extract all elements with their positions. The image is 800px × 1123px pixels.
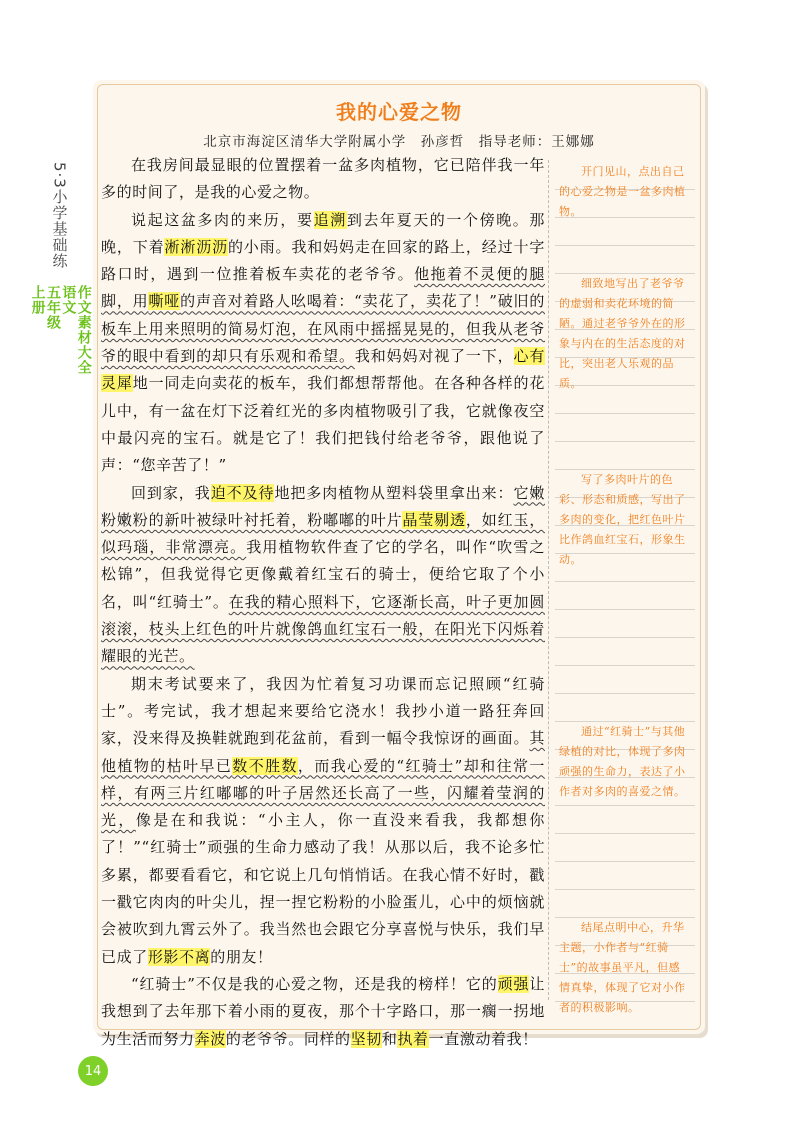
text-segment: 地一同走向卖花的板车，我们都想帮帮他。在各种各样的花儿中，有一盆在灯下泛着红光的多肉植物吸引了我，它就像夜空中最闪亮的宝石。就是它了！我们把钱付给老爷爷，跟他说了声：“您辛苦了！”: [101, 374, 545, 475]
page-number: 14: [78, 1056, 108, 1086]
underlined-text: 他拖着不灵便的腿脚，用: [101, 265, 545, 311]
margin-note: 开门见山，点出自己的心爱之物是一盆多肉植物。: [559, 165, 686, 218]
text-segment: 让我想到了去年那下着小雨的夏夜，那个十字路口，那一瘸一拐地为生活而努力: [101, 974, 545, 1048]
highlighted-phrase: 形影不离: [147, 947, 211, 966]
article-card: [93, 80, 705, 1048]
margin-notes: [555, 162, 695, 1014]
grade-label: 五年级: [45, 284, 61, 330]
book-series: [29, 285, 91, 387]
highlighted-phrase: 顽强: [497, 974, 530, 993]
subject-label: 语文: [60, 284, 77, 315]
highlighted-phrase: 心有灵犀: [101, 347, 545, 393]
underlined-text: ，如红玉，似玛瑙，非常漂亮。: [101, 510, 545, 557]
essay-paragraph: [101, 971, 545, 1053]
text-segment: 期末考试要来了，我因为忙着复习功课而忘记照顾“红骑士”。考完试，我才想起来要给它浇水！我抄小道一路狂奔回家，没来得及换鞋就跑到花盆前，看到一幅令我惊讶的画面。: [101, 674, 545, 748]
essay-paragraph: [101, 480, 545, 671]
highlighted-phrase: 嘶哑: [148, 292, 181, 311]
underlined-text: ，而我心爱的“红骑士”却和往常一样，有两三片红嘟嘟的叶子居然还长高了一些，闪耀着莹润的光，: [101, 756, 545, 830]
underlined-text: 其他植物的枯叶早已: [101, 729, 545, 775]
article-title: 我的心爱之物: [336, 100, 462, 124]
highlighted-phrase: 执着: [397, 1029, 429, 1048]
highlighted-phrase: 晶莹剔透: [402, 510, 466, 529]
text-segment: 的朋友！: [210, 947, 273, 966]
highlighted-phrase: 数不胜数: [232, 756, 298, 775]
margin-note: 写了多肉叶片的色彩、形态和质感，写出了多肉的变化，把红色叶片比作鸽血红宝石，形象生动。: [559, 473, 686, 566]
margin-note: 通过“红骑士”与其他绿植的对比，体现了多肉顽强的生命力，表达了小作者对多肉的喜爱之情。: [559, 725, 686, 798]
book-brand: 5·3小学基础练: [50, 162, 69, 269]
column-divider: [548, 160, 549, 1000]
spine: [29, 162, 92, 387]
essay-paragraph: [101, 671, 545, 971]
underlined-text: 它嫩粉嫩粉的新叶被绿叶衬托着，粉嘟嘟的叶片: [101, 483, 546, 529]
text-segment: 到去年夏天的一个傍晚。那晚，下着: [101, 210, 546, 256]
highlighted-phrase: 奔波: [194, 1029, 226, 1048]
underlined-text: 的声音对着路人吆喝着：“卖花了，卖花了！”破旧的板车上用来照明的简易灯泡，在风雨中摇摇晃晃的，但我从老爷爷的眼中看到的却只有乐观和希望。: [101, 292, 545, 366]
series-label: 作文素材大全: [75, 284, 92, 375]
highlighted-phrase: 淅淅沥沥: [164, 237, 228, 256]
text-segment: 和: [381, 1029, 398, 1048]
highlighted-phrase: 追溯: [313, 210, 347, 229]
margin-note: 结尾点明中心，升华主题，小作者与“红骑士”的故事虽平凡，但感情真挚，体现了它对小作者的积极影响。: [559, 921, 686, 1014]
text-segment: 回到家，我: [131, 483, 211, 502]
text-segment: 的小雨。我和妈妈走在回家的路上，经过十字路口时，遇到一位推着板车卖花的老爷爷。: [101, 237, 545, 284]
text-segment: “红骑士”不仅是我的心爱之物，还是我的榜样！它的: [131, 974, 498, 993]
author-line: 北京市海淀区清华大学附属小学 孙彦哲 指导老师：王娜娜: [203, 134, 595, 150]
essay-paragraph: [101, 152, 545, 207]
text-segment: 地把多肉植物从塑料袋里拿出来：: [274, 483, 514, 502]
highlighted-phrase: 迫不及待: [210, 483, 275, 502]
underlined-text: 在我的精心照料下，它逐渐长高，叶子更加圆滚滚，枝头上红色的叶片就像鸽血红宝石一般，在阳光下闪烁着耀眼的光芒。: [101, 592, 545, 666]
text-segment: 的老爷爷。同样的: [225, 1029, 351, 1048]
text-segment: 我和妈妈对视了一下，: [354, 347, 514, 366]
essay-paragraph: [101, 207, 545, 480]
text-segment: 一直激动着我！: [428, 1029, 538, 1048]
text-segment: 在我房间最显眼的位置摆着一盆多肉植物，它已陪伴我一年多的时间了，是我的心爱之物。: [101, 156, 545, 202]
margin-note: 细致地写出了老爷爷的虚弱和卖花环境的简陋。通过老爷爷外在的形象与内在的生活态度的对比，突出老人乐观的品质。: [559, 277, 686, 390]
volume-label: 上册: [29, 284, 46, 315]
text-segment: 像是在和我说：“小主人，你一直没来看我，我都想你了！”“红骑士”顽强的生命力感动了我！从那以后，我不论多忙多累，都要看看它，和它说上几句悄悄话。在我心情不好时，戳一戳它肉肉的叶尖儿，捏一捏它粉粉的小脸蛋儿，心中的烦恼就会被吹到九霄云外了。我当然也会跟它分享喜悦与快乐，我们早已成了: [101, 811, 545, 966]
highlighted-phrase: 坚韧: [350, 1029, 382, 1048]
text-segment: 说起这盆多肉的来历，要: [131, 210, 314, 229]
essay-body: [101, 152, 545, 1053]
text-segment: 我用植物软件查了它的学名，叫作“吹雪之松锦”，但我觉得它更像戴着红宝石的骑士，便给它取了个小名，叫“红骑士”。: [101, 538, 545, 611]
